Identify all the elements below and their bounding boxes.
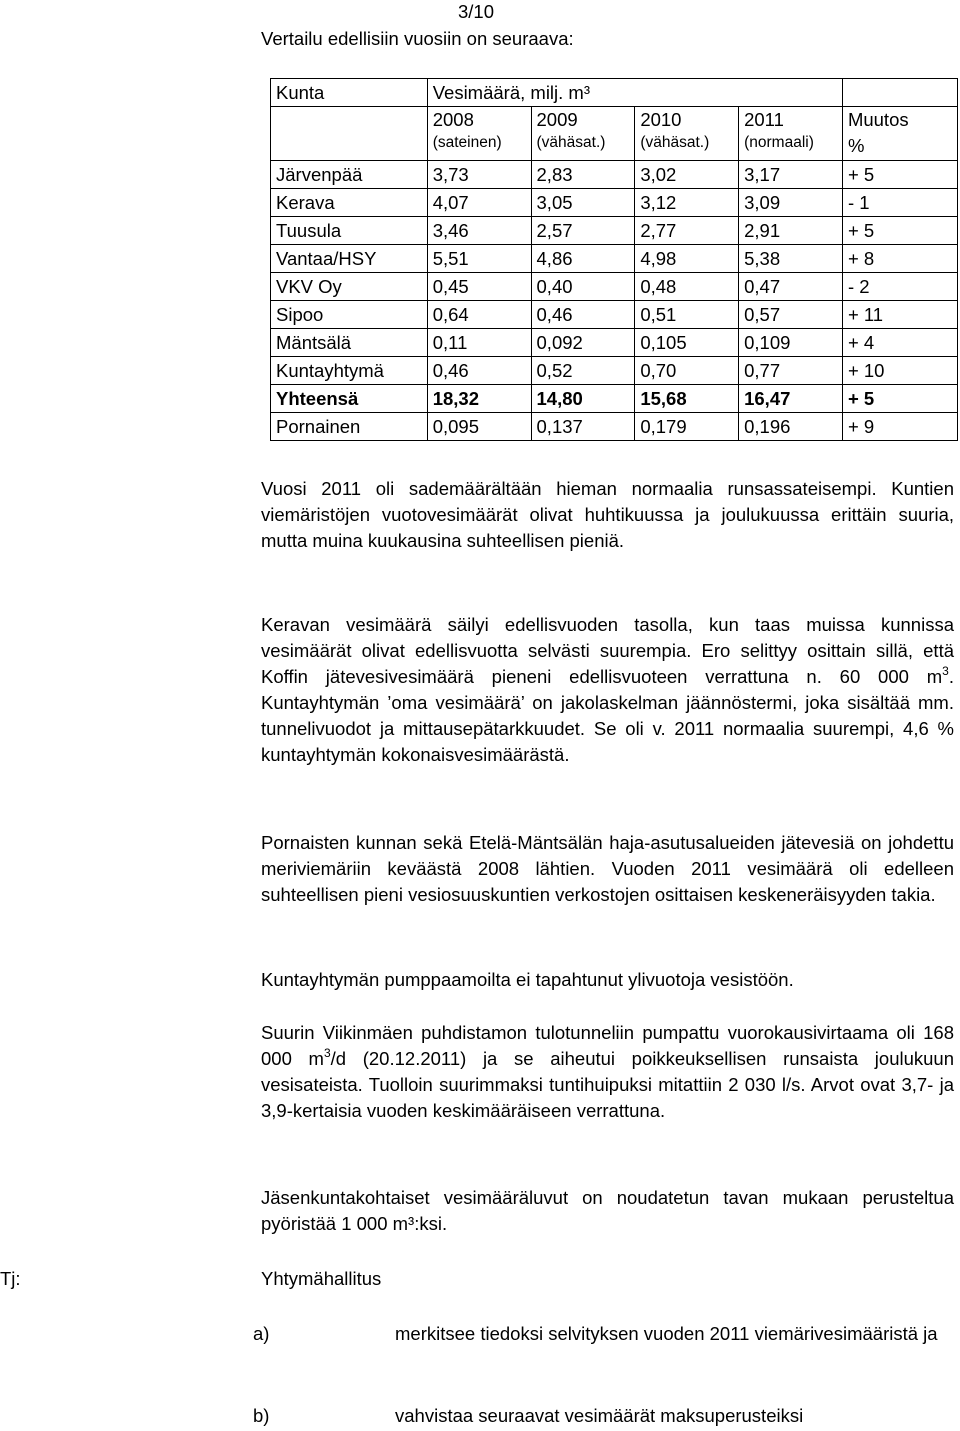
- cell-change: + 5: [842, 385, 957, 413]
- cell-2011: 0,196: [739, 413, 843, 441]
- cell-kunta: Vantaa/HSY: [271, 245, 428, 273]
- table-header-row: [271, 79, 958, 107]
- cell-2011: 0,109: [739, 329, 843, 357]
- cell-2010: 3,02: [635, 161, 739, 189]
- paragraph-kerava: [261, 612, 954, 768]
- cell-2008: 0,095: [427, 413, 531, 441]
- header-change: [842, 107, 957, 161]
- cell-2011: 16,47: [739, 385, 843, 413]
- table-row: [271, 301, 958, 329]
- year-label: 2010: [640, 109, 682, 130]
- cell-2009: 0,46: [531, 301, 635, 329]
- cell-2010: 15,68: [635, 385, 739, 413]
- header-year-2009: [531, 107, 635, 161]
- cell-change: + 5: [842, 161, 957, 189]
- cell-kunta: VKV Oy: [271, 273, 428, 301]
- paragraph-overflows: Kuntayhtymän pumppaamoilta ei tapahtunut ylivuotoja vesistöön.: [261, 969, 794, 990]
- cell-kunta: Kuntayhtymä: [271, 357, 428, 385]
- cell-2010: 0,48: [635, 273, 739, 301]
- table-total-row: [271, 385, 958, 413]
- cell-kunta: Kerava: [271, 189, 428, 217]
- cell-2008: 0,11: [427, 329, 531, 357]
- year-note: (sateinen): [432, 134, 502, 151]
- cell-2010: 0,179: [635, 413, 739, 441]
- cell-2009: 4,86: [531, 245, 635, 273]
- cell-2011: 2,91: [739, 217, 843, 245]
- table-row: [271, 273, 958, 301]
- table-row: [271, 217, 958, 245]
- cell-kunta: Sipoo: [271, 301, 428, 329]
- header-year-2008: [427, 107, 531, 161]
- cell-change: - 1: [842, 189, 957, 217]
- cell-2010: 0,105: [635, 329, 739, 357]
- header-volume: Vesimäärä, milj. m³: [427, 79, 842, 107]
- board-name: Yhtymähallitus: [261, 1268, 382, 1289]
- year-label: 2011: [744, 109, 784, 130]
- header-year-2011: [739, 107, 843, 161]
- cell-2008: 4,07: [427, 189, 531, 217]
- paragraph-rainfall: Vuosi 2011 oli sademäärältään hieman normaalia runsassateisempi. Kuntien viemäristöjen vuotovesimäärät olivat huhtikuussa ja joulukuussa erittäin suuria, mutta muina kuukausina suhteellisen pieniä.: [261, 478, 954, 551]
- table-row: [271, 161, 958, 189]
- paragraph-pornainen: Pornaisten kunnan sekä Etelä-Mäntsälän haja-asutusalueiden jätevesiä on johdettu meriviemäriin keväästä 2008 lähtien. Vuoden 2011 vesimäärä oli edelleen suhteellisen pieni vesiosuuskuntien verkostojen osittaisen keskeneräisyyden takia.: [261, 832, 954, 905]
- cell-2009: 0,137: [531, 413, 635, 441]
- cell-2009: 3,05: [531, 189, 635, 217]
- cell-change: + 10: [842, 357, 957, 385]
- header-change-label: Muutos: [847, 109, 909, 130]
- intro-text: Vertailu edellisiin vuosiin on seuraava:: [261, 28, 574, 49]
- cell-2011: 3,09: [739, 189, 843, 217]
- cell-2008: 0,64: [427, 301, 531, 329]
- paragraph-text: /d (20.12.2011) ja se aiheutui poikkeuksellisen runsaista joulukuun vesisateista. Tuolloin suurimmaksi tuntihuipuksi mitattiin 2 030 l/s. Arvot ovat 3,7- ja 3,9-kertaisia vuoden keskimääräiseen verrattuna.: [261, 1048, 955, 1121]
- year-note: (normaali): [744, 134, 814, 151]
- cell-2011: 0,47: [739, 273, 843, 301]
- cell-2010: 4,98: [635, 245, 739, 273]
- cell-2008: 0,45: [427, 273, 531, 301]
- cell-2009: 0,52: [531, 357, 635, 385]
- year-note: (vähäsat.): [640, 134, 710, 151]
- superscript: 3: [942, 664, 949, 678]
- cell-2009: 2,83: [531, 161, 635, 189]
- header-blank: [842, 79, 957, 107]
- superscript: 3: [323, 1046, 331, 1060]
- table-row: [271, 329, 958, 357]
- cell-2010: 0,70: [635, 357, 739, 385]
- table-row: [271, 413, 958, 441]
- year-label: 2008: [432, 109, 474, 130]
- header-blank-kunta: [271, 107, 428, 161]
- cell-kunta: Tuusula: [271, 217, 428, 245]
- cell-2010: 3,12: [635, 189, 739, 217]
- header-kunta: Kunta: [271, 79, 428, 107]
- table-row: [271, 189, 958, 217]
- cell-kunta: Yhteensä: [271, 385, 428, 413]
- cell-change: - 2: [842, 273, 957, 301]
- header-change-unit: %: [847, 135, 865, 156]
- cell-change: + 9: [842, 413, 957, 441]
- page-number: 3/10: [458, 1, 495, 22]
- cell-2011: 0,57: [739, 301, 843, 329]
- cell-kunta: Mäntsälä: [271, 329, 428, 357]
- cell-2010: 2,77: [635, 217, 739, 245]
- year-label: 2009: [536, 109, 578, 130]
- cell-kunta: Pornainen: [271, 413, 428, 441]
- list-item-a: merkitsee tiedoksi selvityksen vuoden 2011 viemärivesimääristä ja: [395, 1323, 938, 1344]
- list-item-b: vahvistaa seuraavat vesimäärät maksuperusteiksi: [395, 1405, 804, 1426]
- cell-2010: 0,51: [635, 301, 739, 329]
- header-year-2010: [635, 107, 739, 161]
- cell-change: + 4: [842, 329, 957, 357]
- year-note: (vähäsat.): [536, 134, 606, 151]
- cell-2008: 3,46: [427, 217, 531, 245]
- paragraph-text: Suurin Viikinmäen puhdistamon tulotunneliin pumpattu vuorokausivirtaama oli 168 000 m: [261, 1022, 954, 1069]
- cell-2009: 2,57: [531, 217, 635, 245]
- cell-2008: 3,73: [427, 161, 531, 189]
- list-label-a: a): [253, 1323, 270, 1344]
- cell-2008: 5,51: [427, 245, 531, 273]
- cell-2011: 5,38: [739, 245, 843, 273]
- paragraph-rounding: Jäsenkuntakohtaiset vesimääräluvut on noudatetun tavan mukaan perusteltua pyöristää 1 000 m³:ksi.: [261, 1187, 954, 1234]
- cell-2009: 0,40: [531, 273, 635, 301]
- cell-2009: 0,092: [531, 329, 635, 357]
- cell-2011: 3,17: [739, 161, 843, 189]
- paragraph-text: Keravan vesimäärä säilyi edellisvuoden tasolla, kun taas muissa kunnissa vesimäärät olivat edellisvuotta selvästi suurempia. Ero selittyy osittain sillä, että Koffin jätevesivesimäärä pieneni edellisvuoteen verrattuna n. 60 000 m: [261, 614, 954, 687]
- cell-kunta: Järvenpää: [271, 161, 428, 189]
- cell-change: + 5: [842, 217, 957, 245]
- list-label-b: b): [253, 1405, 270, 1426]
- cell-2008: 0,46: [427, 357, 531, 385]
- water-volume-table: [270, 78, 958, 441]
- cell-2008: 18,32: [427, 385, 531, 413]
- cell-2011: 0,77: [739, 357, 843, 385]
- tj-label: Tj:: [0, 1268, 21, 1289]
- cell-2009: 14,80: [531, 385, 635, 413]
- paragraph-text: . Kuntayhtymän ’oma vesimäärä’ on jakolaskelman jäännöstermi, joka sisältää mm. tunnelivuodot ja mittausepätarkkuudet. Se oli v. 2011 normaalia suurempi, 4,6 % kuntayhtymän kokonaisvesimäärästä.: [261, 666, 954, 765]
- cell-change: + 8: [842, 245, 957, 273]
- table-row: [271, 245, 958, 273]
- table-year-row: [271, 107, 958, 161]
- paragraph-viikinmaki: [261, 1020, 954, 1124]
- cell-change: + 11: [842, 301, 957, 329]
- table-row: [271, 357, 958, 385]
